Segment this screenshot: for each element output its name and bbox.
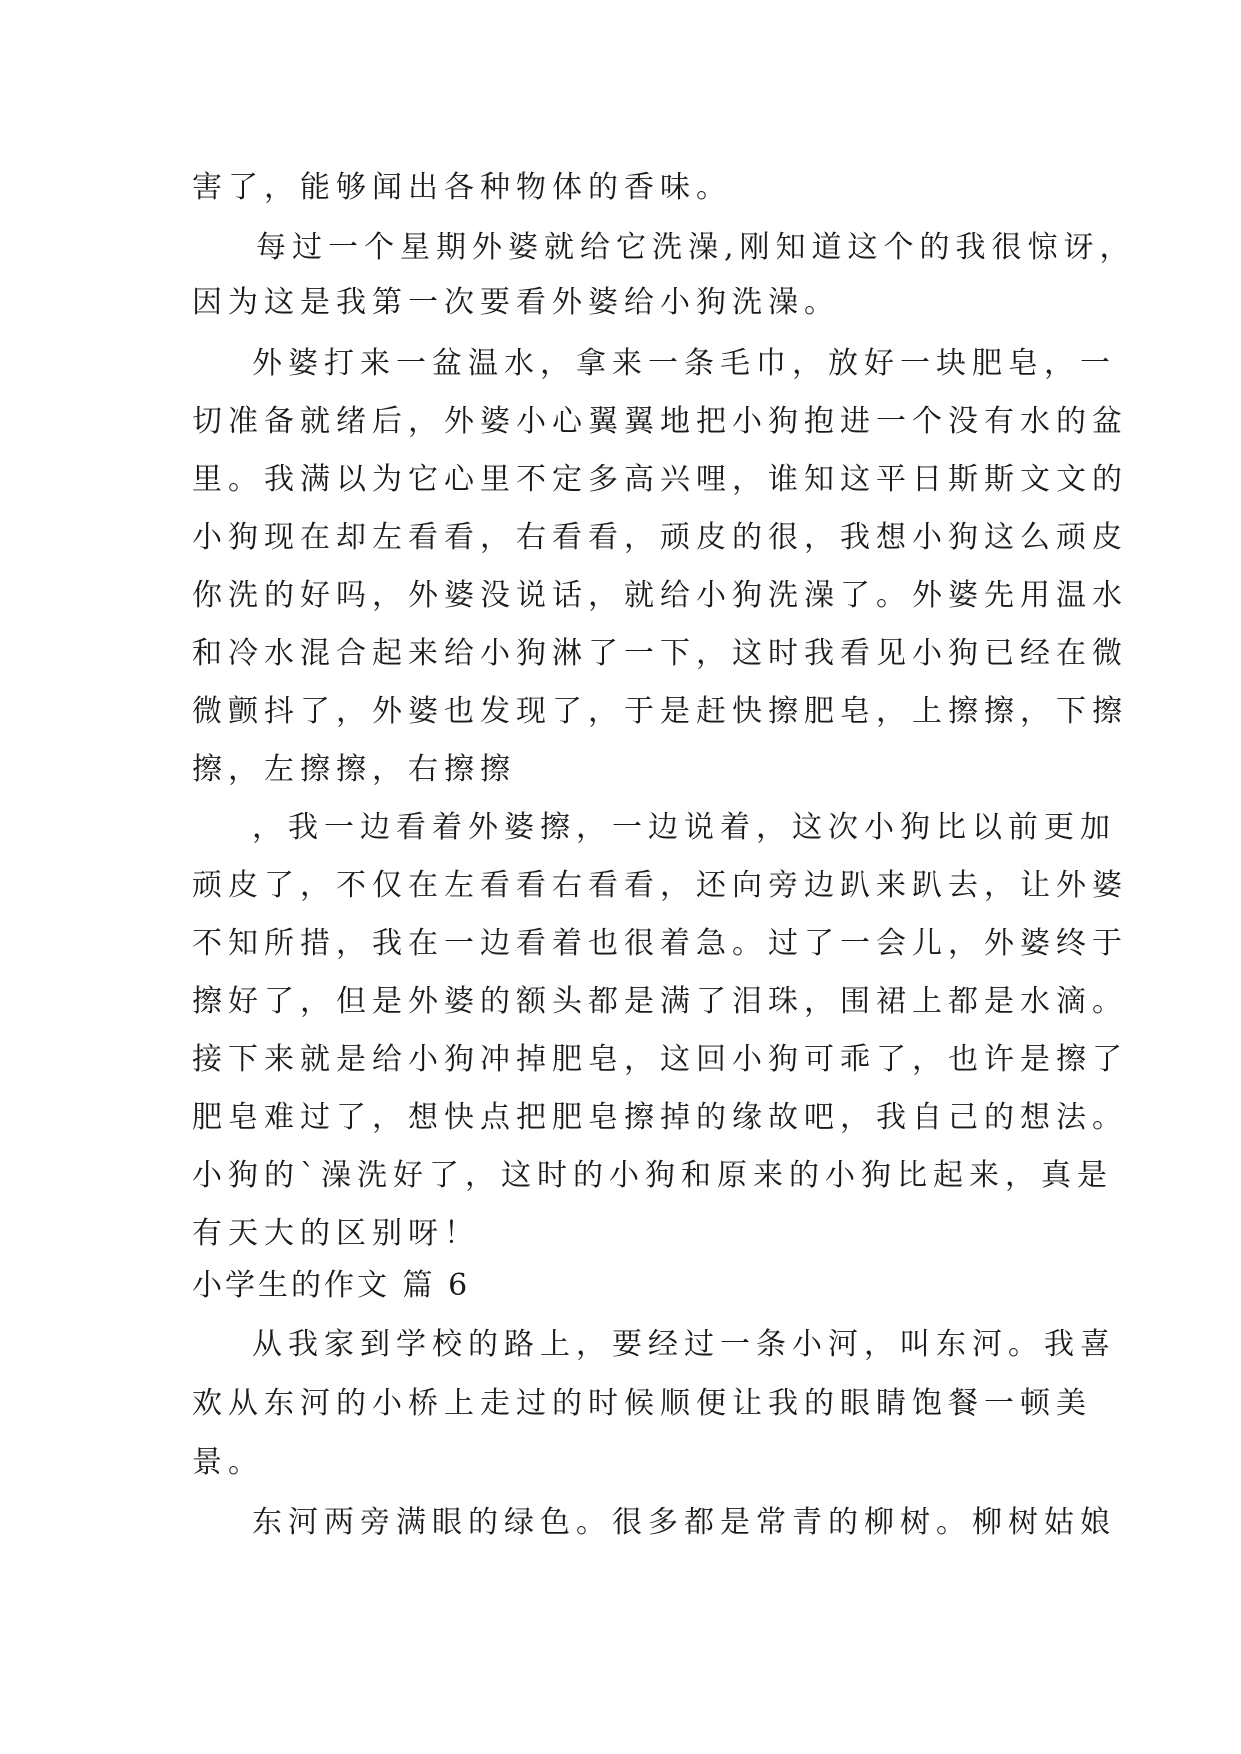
text-line: 和冷水混合起来给小狗淋了一下，这时我看见小狗已经在微	[192, 636, 1128, 671]
section-heading: 小学生的作文 篇 6	[192, 1268, 471, 1303]
text-line: 每过一个星期外婆就给它洗澡,刚知道这个的我很惊讶，	[256, 230, 1136, 265]
text-line: 欢从东河的小桥上走过的时候顺便让我的眼睛饱餐一顿美	[192, 1386, 1092, 1421]
text-line: 外婆打来一盆温水，拿来一条毛巾，放好一块肥皂，一	[252, 346, 1116, 381]
text-line: 景。	[192, 1445, 264, 1480]
text-line: 害了，能够闻出各种物体的香味。	[192, 170, 732, 205]
text-line: 因为这是我第一次要看外婆给小狗洗澡。	[192, 285, 840, 320]
text-line: 肥皂难过了，想快点把肥皂擦掉的缘故吧，我自己的想法。	[192, 1100, 1128, 1135]
text-line: 有天大的区别呀！	[192, 1216, 480, 1251]
text-line: 擦好了，但是外婆的额头都是满了泪珠，围裙上都是水滴。	[192, 984, 1128, 1019]
text-line: 切准备就绪后，外婆小心翼翼地把小狗抱进一个没有水的盆	[192, 404, 1128, 439]
text-line: 从我家到学校的路上，要经过一条小河，叫东河。我喜	[252, 1327, 1116, 1362]
text-line: 里。我满以为它心里不定多高兴哩，谁知这平日斯斯文文的	[192, 462, 1128, 497]
text-line: 不知所措，我在一边看着也很着急。过了一会儿，外婆终于	[192, 926, 1128, 961]
text-line: 接下来就是给小狗冲掉肥皂，这回小狗可乖了，也许是擦了	[192, 1042, 1128, 1077]
text-line: 你洗的好吗，外婆没说话，就给小狗洗澡了。外婆先用温水	[192, 578, 1128, 613]
text-line: 擦，左擦擦，右擦擦	[192, 752, 516, 787]
text-line: 顽皮了，不仅在左看看右看看，还向旁边趴来趴去，让外婆	[192, 868, 1128, 903]
text-line: 小狗现在却左看看，右看看，顽皮的很，我想小狗这么顽皮	[192, 520, 1128, 555]
text-line: 东河两旁满眼的绿色。很多都是常青的柳树。柳树姑娘	[252, 1505, 1116, 1540]
text-line: 微颤抖了，外婆也发现了，于是赶快擦肥皂，上擦擦，下擦	[192, 694, 1128, 729]
text-line: 小狗的`澡洗好了，这时的小狗和原来的小狗比起来，真是	[192, 1158, 1113, 1193]
text-line: ，我一边看着外婆擦，一边说着，这次小狗比以前更加	[252, 810, 1116, 845]
